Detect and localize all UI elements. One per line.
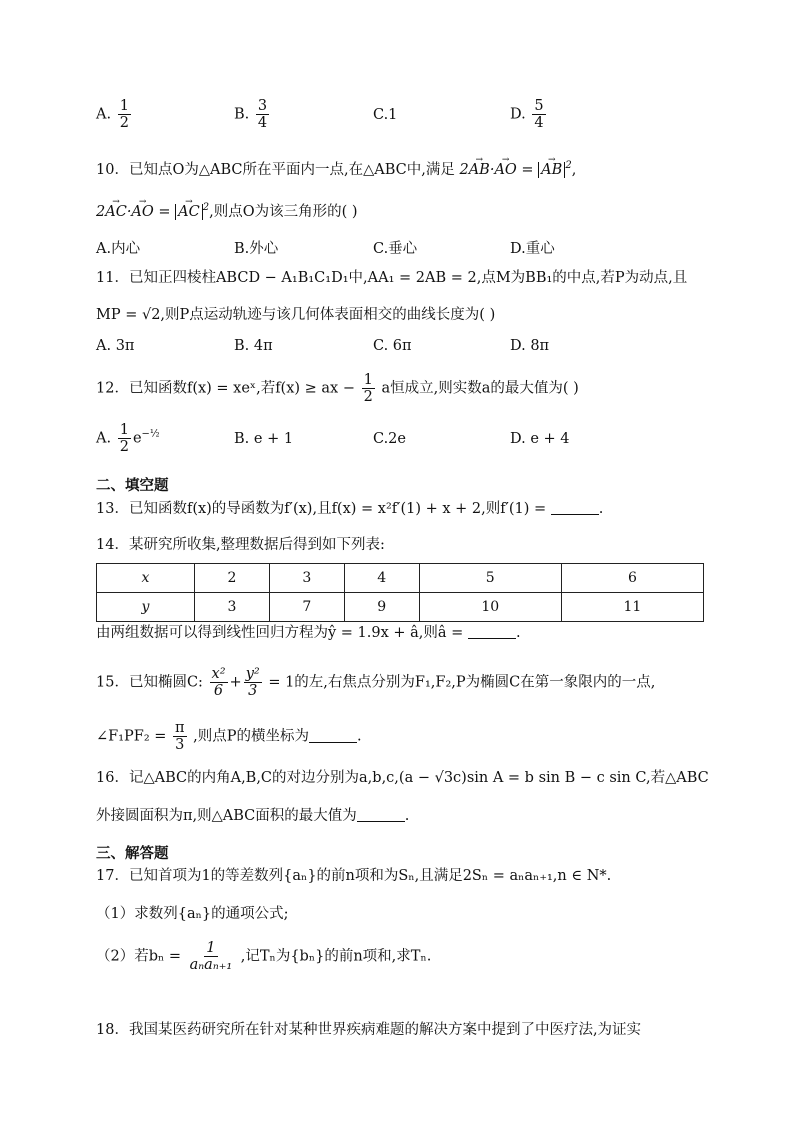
q11-option-a[interactable]: A. 3π — [96, 338, 135, 354]
q17-part2: （2）若bₙ = $\frac{1}{\text{aₙaₙ₊₁}}$ ,记Tₙ为{bₙ}的前n项和,求Tₙ. — [96, 940, 432, 973]
table-cell-x-label: x — [97, 564, 195, 593]
table-cell: 6 — [561, 564, 703, 593]
table-cell: 2 — [195, 564, 270, 593]
table-cell: 5 — [419, 564, 561, 593]
q11-option-b[interactable]: B. 4π — [234, 338, 273, 354]
q15-stem-line1: 15．已知椭圆C: $\frac{\text{x²}}{6}$ + $\frac{\text{y²}}{3}$ = 1的左,右焦点分别为F₁,F₂,P为椭圆C在第一象限内的一点, — [96, 666, 656, 699]
q9-option-a[interactable]: A. $\frac{1}{2}$ — [96, 98, 129, 131]
q16-stem-line2: 外接圆面积为π,则△ABC面积的最大值为 . — [96, 808, 410, 824]
q11-option-c[interactable]: C. 6π — [373, 338, 412, 354]
table-cell: 9 — [344, 593, 419, 622]
q13-answer-blank[interactable] — [551, 500, 599, 515]
q12-stem: 12．已知函数f(x) = xeˣ,若f(x) ≥ ax − $\frac{1}{2}$ a恒成立,则实数a的最大值为( ) — [96, 372, 579, 405]
q10-stem-line2: 2→ AC·→ AO = → AC $^2$,则点O为该三角形的( ) — [96, 198, 358, 222]
q16-answer-blank[interactable] — [357, 807, 405, 822]
table-cell: 7 — [269, 593, 344, 622]
table-cell: 3 — [269, 564, 344, 593]
q9-option-c[interactable]: C.1 — [373, 107, 398, 123]
q10-stem-line1: 10．已知点O为△ABC所在平面内一点,在△ABC中,满足 2→ AB·→ AO = → AB $^2$, — [96, 156, 576, 180]
q11-stem-line1: 11．已知正四棱柱ABCD − A₁B₁C₁D₁中,AA₁ = 2AB = 2,点M为BB₁的中点,若P为动点,且 — [96, 270, 688, 286]
q14-intro: 14．某研究所收集,整理数据后得到如下列表: — [96, 537, 385, 553]
q15-stem-line2: ∠F₁PF₂ = $\frac{\pi}{3}$ ,则点P的横坐标为 . — [96, 720, 362, 753]
q9-option-d[interactable]: D. $\frac{5}{4}$ — [510, 98, 544, 131]
q10-option-c[interactable]: C.垂心 — [373, 241, 418, 257]
q16-stem-line1: 16．记△ABC的内角A,B,C的对边分别为a,b,c,(a − √3c)sin A = b sin B − c sin C,若△ABC — [96, 770, 709, 786]
section-answer-title: 三、解答题 — [96, 846, 169, 862]
q12-option-b[interactable]: B. e + 1 — [234, 431, 294, 447]
q10-option-b[interactable]: B.外心 — [234, 241, 279, 257]
table-cell: 10 — [419, 593, 561, 622]
q11-option-d[interactable]: D. 8π — [510, 338, 550, 354]
q10-option-d[interactable]: D.重心 — [510, 241, 555, 257]
q12-option-c[interactable]: C.2e — [373, 431, 406, 447]
q12-option-a[interactable]: A. $\frac{1}{2}$ $e^{-\frac{1}{2}}$ — [96, 422, 160, 455]
q12-option-d[interactable]: D. e + 4 — [510, 431, 570, 447]
q9-option-b[interactable]: B. $\frac{3}{4}$ — [234, 98, 268, 131]
q10-option-a[interactable]: A.内心 — [96, 241, 141, 257]
table-cell: 4 — [344, 564, 419, 593]
table-row — [97, 564, 704, 593]
table-cell: 3 — [195, 593, 270, 622]
table-row — [97, 593, 704, 622]
q15-answer-blank[interactable] — [309, 728, 357, 743]
section-fill-in-title: 二、填空题 — [96, 478, 169, 494]
q9-options — [96, 98, 716, 138]
q14-regression-line: 由两组数据可以得到线性回归方程为ŷ = 1.9x + â,则â = . — [96, 625, 521, 641]
q17-stem: 17．已知首项为1的等差数列{aₙ}的前n项和为Sₙ,且满足2Sₙ = aₙaₙ₊₁,n ∈ N*. — [96, 868, 612, 884]
table-cell-y-label: y — [97, 593, 195, 622]
q14-data-table — [96, 563, 704, 622]
q14-answer-blank[interactable] — [468, 624, 516, 639]
table-cell: 11 — [561, 593, 703, 622]
q18-stem: 18．我国某医药研究所在针对某种世界疾病难题的解决方案中提到了中医疗法,为证实 — [96, 1022, 642, 1038]
q11-stem-line2: MP = √2,则P点运动轨迹与该几何体表面相交的曲线长度为( ) — [96, 307, 496, 323]
q13-stem: 13．已知函数f(x)的导函数为f′(x),且f(x) = x²f′(1) + x + 2,则f′(1) = . — [96, 501, 604, 517]
q12-options — [96, 422, 716, 462]
q17-part1: （1）求数列{aₙ}的通项公式; — [96, 906, 289, 922]
